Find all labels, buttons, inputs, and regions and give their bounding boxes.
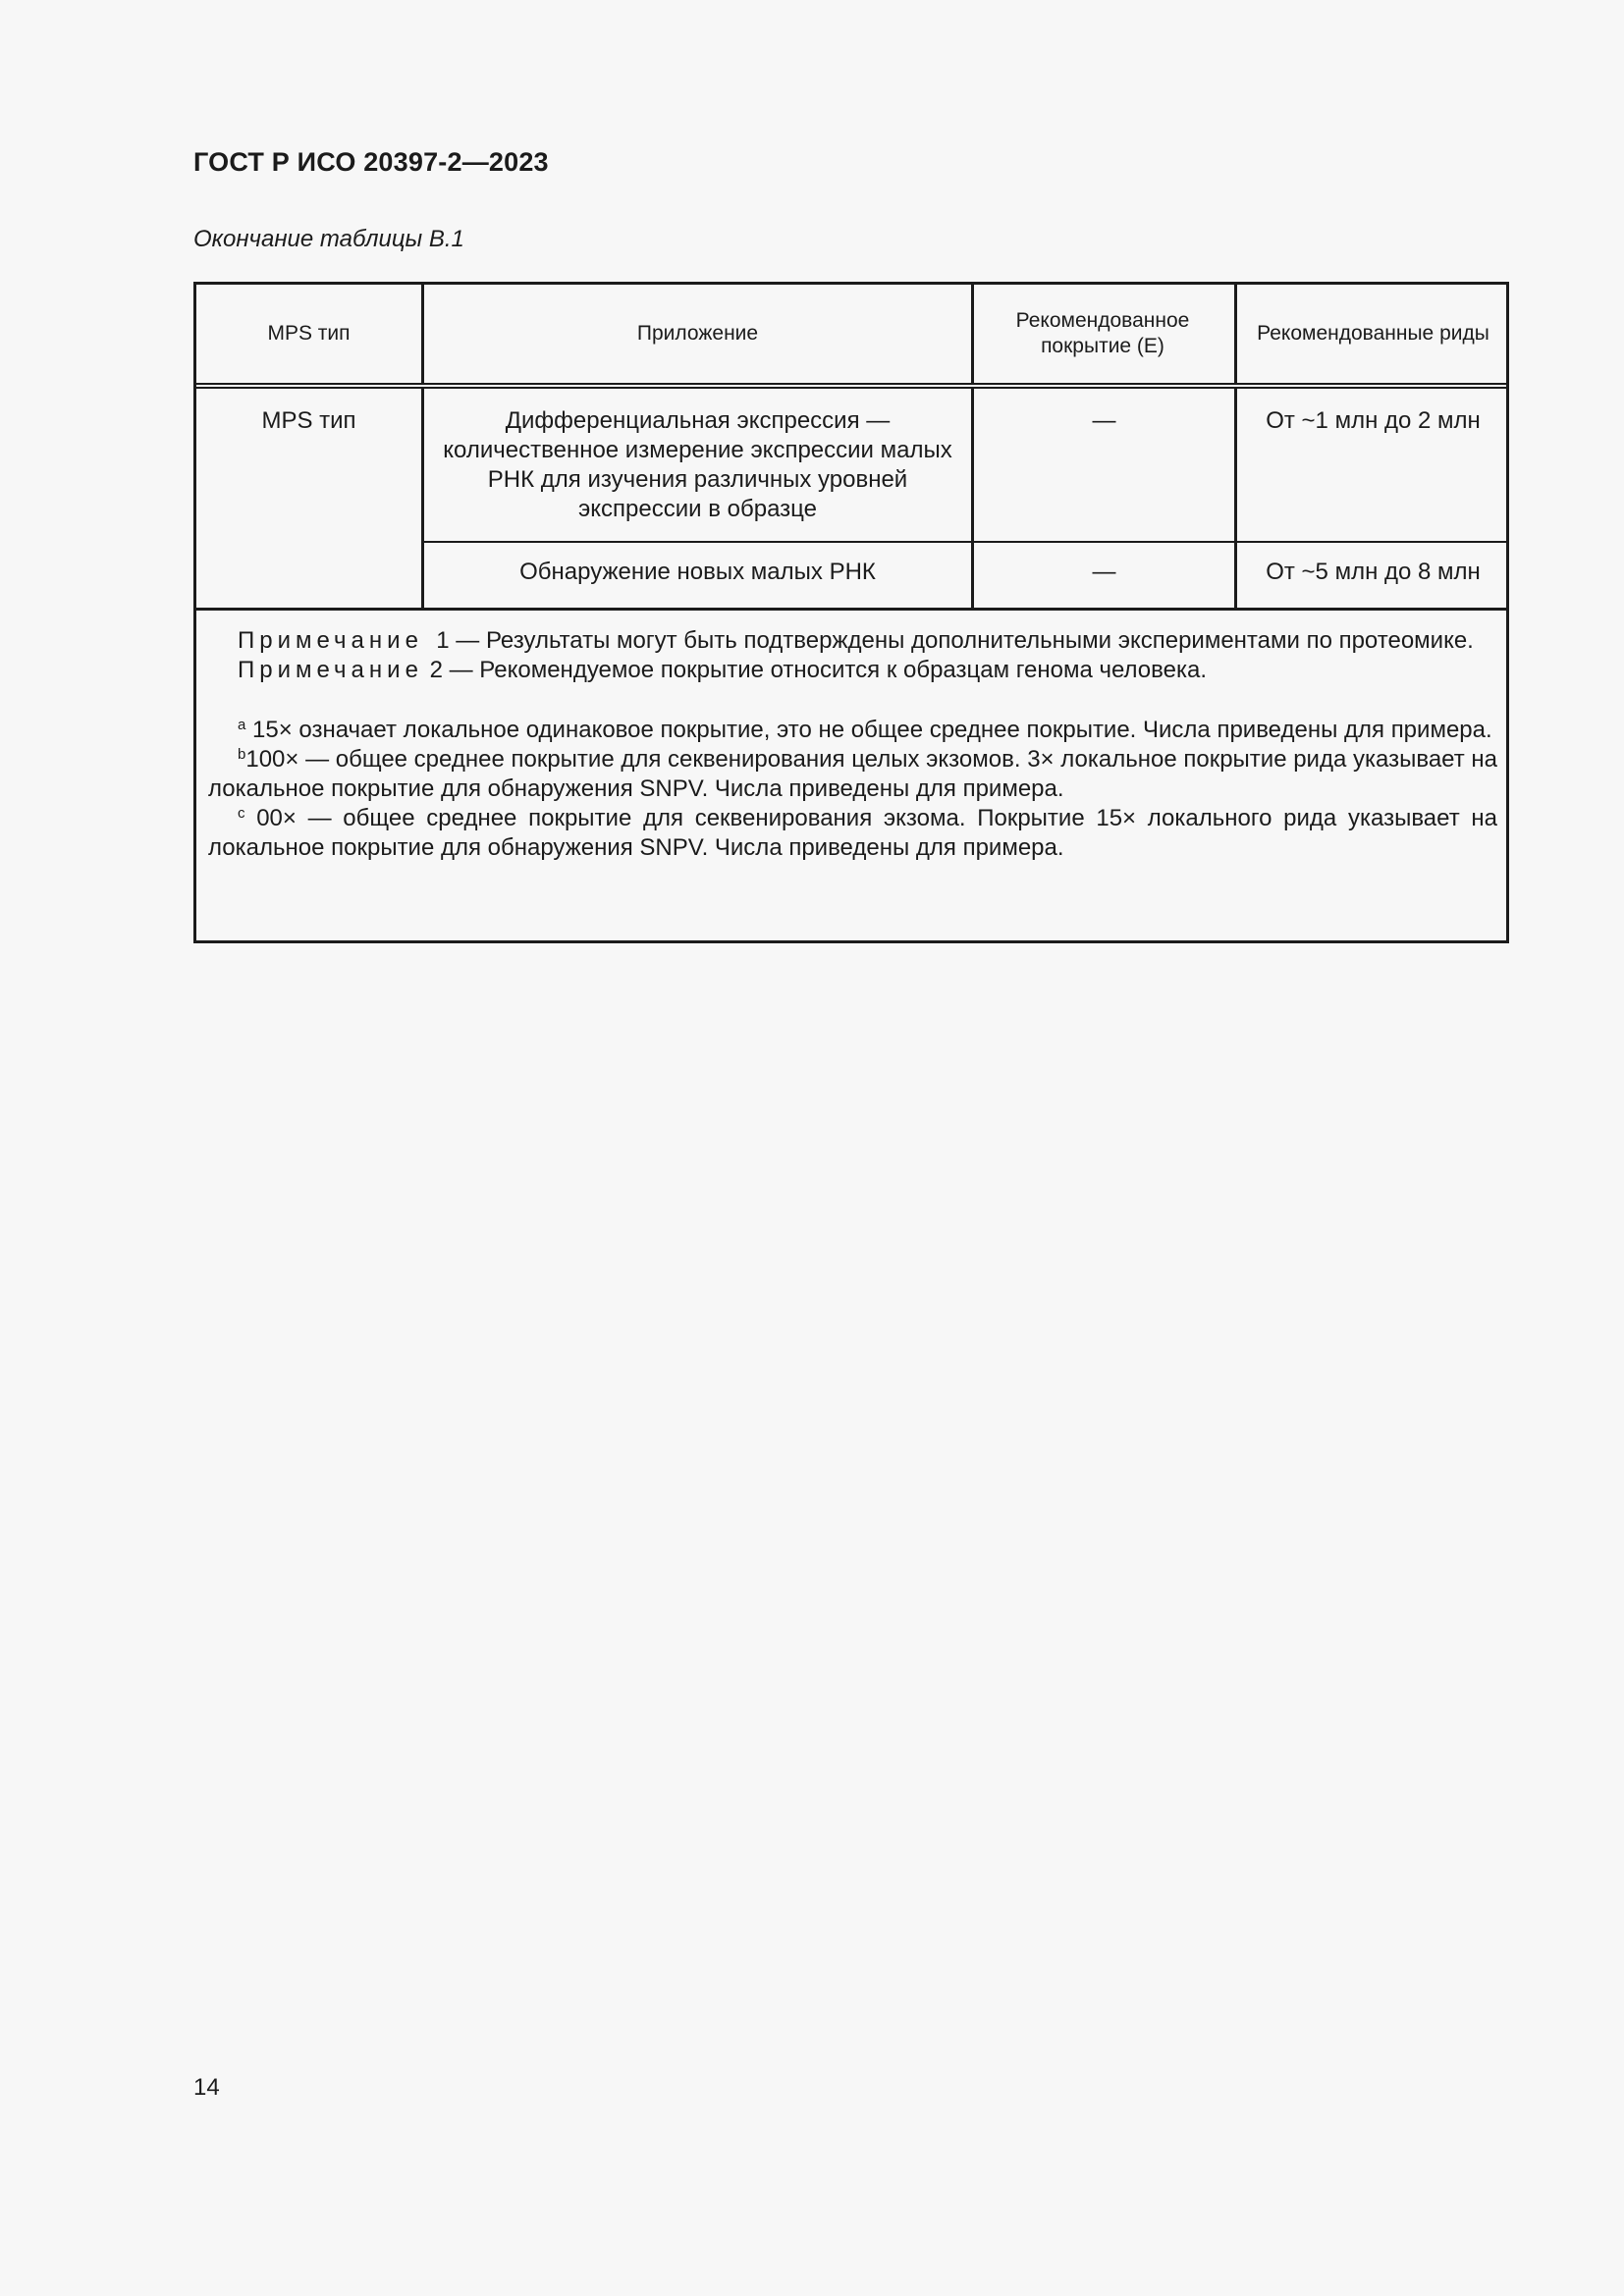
note-1 bbox=[208, 626, 1497, 656]
note-text: — Рекомендуемое покрытие относится к образцам генома человека. bbox=[449, 657, 1208, 683]
note-number: 1 bbox=[436, 627, 450, 654]
cell-mps-type: MPS тип bbox=[261, 407, 356, 434]
note-text: — Результаты могут быть подтверждены дополнительными экспериментами по протеомике. bbox=[449, 627, 1474, 654]
note-number: 2 bbox=[429, 657, 443, 683]
table-notes bbox=[208, 626, 1497, 863]
footnote-a bbox=[208, 716, 1497, 745]
data-table bbox=[193, 282, 1509, 943]
column-header-application: Приложение bbox=[636, 322, 759, 345]
footnote-text: 100× — общее среднее покрытие для секвенирования целых экзомов. 3× локальное покрытие рида указывает на локальное покрытие для обнаружения SNPV. Числа приведены для примера. bbox=[208, 746, 1497, 802]
notes-divider bbox=[196, 608, 1506, 611]
footnote-text: 00× — общее среднее покрытие для секвенирования экзома. Покрытие 15× локального рида указывает на локальное покрытие для обнаружения SNPV. Числа приведены для примера. bbox=[208, 805, 1497, 861]
cell-coverage: — bbox=[1092, 407, 1116, 434]
document-title: ГОСТ Р ИСО 20397-2—2023 bbox=[193, 147, 549, 177]
header-rule-top bbox=[196, 383, 1506, 385]
footnote-mark: b bbox=[238, 746, 246, 763]
footnote-mark: a bbox=[238, 717, 246, 733]
footnote-b bbox=[208, 745, 1497, 804]
footnote-text: 15× означает локальное одинаковое покрытие, это не общее среднее покрытие. Числа приведены для примера. bbox=[245, 717, 1492, 743]
header-rule-bottom bbox=[196, 387, 1506, 389]
column-header-reads: Рекомендованные риды bbox=[1257, 322, 1489, 345]
cell-application: Дифференциальная экспрессия — количественное измерение экспрессии малых РНК для изучения различных уровней экспрессии в образце bbox=[443, 407, 952, 522]
col-divider bbox=[971, 285, 974, 383]
note-label: Примечание bbox=[238, 657, 423, 683]
cell-coverage: — bbox=[1092, 559, 1116, 585]
column-header-coverage: Рекомендованное покрытие (E) bbox=[1015, 309, 1190, 357]
column-header-mps-type: MPS тип bbox=[267, 322, 351, 345]
page-number: 14 bbox=[193, 2074, 220, 2101]
note-2 bbox=[208, 656, 1497, 685]
note-label: Примечание bbox=[238, 627, 423, 654]
footnote-mark: c bbox=[238, 805, 245, 822]
cell-application: Обнаружение новых малых РНК bbox=[519, 559, 876, 585]
table-caption: Окончание таблицы B.1 bbox=[193, 226, 464, 252]
cell-reads: От ~5 млн до 8 млн bbox=[1266, 559, 1481, 585]
row-divider bbox=[421, 541, 1506, 543]
cell-reads: От ~1 млн до 2 млн bbox=[1266, 407, 1481, 434]
footnote-c bbox=[208, 804, 1497, 863]
